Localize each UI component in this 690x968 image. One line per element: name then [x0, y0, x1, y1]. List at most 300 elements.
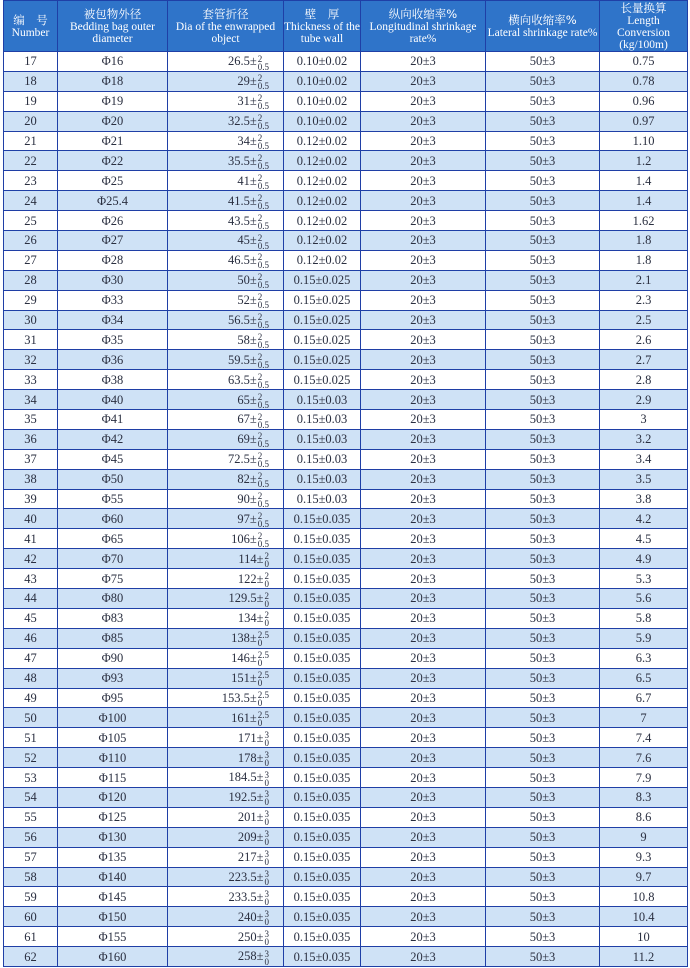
- tolerance-upper: 2.5: [257, 670, 269, 681]
- table-row: [4, 688, 688, 708]
- dia-value: 161±: [231, 710, 257, 725]
- cell-dia-enwrapped: [168, 947, 284, 967]
- tolerance-lower: 0: [257, 698, 263, 708]
- tolerance-lower: 0: [264, 936, 269, 947]
- table-row: [4, 867, 688, 887]
- cell-longitudinal: 20±3: [361, 111, 486, 131]
- table-row: [4, 429, 688, 449]
- cell-thickness: 0.15±0.035: [284, 648, 361, 668]
- cell-number: 55: [4, 807, 58, 827]
- cell-length-conversion: 5.8: [600, 608, 688, 628]
- dia-tolerance: [258, 691, 269, 707]
- dia-value: 151±: [231, 670, 257, 685]
- dia-value: 41±: [237, 173, 257, 188]
- header-number-zh: 编 号: [13, 13, 48, 27]
- table-row: [4, 748, 688, 768]
- table-row: [4, 370, 688, 390]
- cell-outer-diameter: Φ55: [58, 489, 168, 509]
- dia-tolerance: [258, 512, 269, 528]
- cell-thickness: 0.15±0.035: [284, 509, 361, 529]
- dia-value: 184.5±: [228, 770, 264, 785]
- cell-lateral: 50±3: [486, 410, 600, 430]
- header-longitudinal-zh: 纵向收缩率%: [388, 7, 458, 21]
- tolerance-upper: 2: [257, 212, 263, 223]
- tolerance-upper: 2: [257, 391, 263, 402]
- cell-number: 43: [4, 569, 58, 589]
- tolerance-lower: 0.5: [257, 61, 269, 72]
- cell-lateral: 50±3: [486, 91, 600, 111]
- tolerance-lower: 0.5: [257, 260, 269, 271]
- tolerance-lower: 0.5: [257, 81, 269, 92]
- dia-tolerance: [258, 532, 269, 548]
- header-longitudinal-en: Longitudinal shrinkage rate%: [369, 21, 477, 45]
- cell-lateral: 50±3: [486, 211, 600, 231]
- dia-tolerance: [258, 413, 269, 429]
- tolerance-upper: 2: [257, 292, 263, 303]
- cell-thickness: 0.15±0.03: [284, 449, 361, 469]
- cell-lateral: 50±3: [486, 370, 600, 390]
- cell-length-conversion: 4.5: [600, 529, 688, 549]
- cell-lateral: 50±3: [486, 310, 600, 330]
- tolerance-upper: 2: [264, 570, 269, 581]
- header-row: [4, 1, 688, 52]
- tolerance-upper: 2: [257, 133, 263, 144]
- tolerance-upper: 2: [257, 451, 263, 462]
- cell-longitudinal: 20±3: [361, 171, 486, 191]
- cell-number: 44: [4, 589, 58, 609]
- table-row: [4, 469, 688, 489]
- table-row: [4, 171, 688, 191]
- cell-lateral: 50±3: [486, 569, 600, 589]
- cell-lateral: 50±3: [486, 847, 600, 867]
- dia-tolerance: [258, 651, 269, 667]
- dia-value: 63.5±: [228, 372, 257, 387]
- spec-table-container: [3, 0, 687, 967]
- table-row: [4, 390, 688, 410]
- cell-lateral: 50±3: [486, 151, 600, 171]
- cell-length-conversion: 2.1: [600, 270, 688, 290]
- cell-length-conversion: 3: [600, 410, 688, 430]
- header-longitudinal: [361, 1, 486, 52]
- dia-tolerance: [258, 492, 269, 508]
- cell-outer-diameter: Φ18: [58, 71, 168, 91]
- cell-length-conversion: 5.9: [600, 628, 688, 648]
- cell-longitudinal: 20±3: [361, 290, 486, 310]
- cell-dia-enwrapped: [168, 608, 284, 628]
- dia-tolerance: [265, 870, 270, 886]
- tolerance-upper: 2: [257, 431, 263, 442]
- cell-longitudinal: 20±3: [361, 807, 486, 827]
- tolerance-upper: 3: [264, 888, 269, 899]
- cell-dia-enwrapped: [168, 668, 284, 688]
- cell-longitudinal: 20±3: [361, 708, 486, 728]
- cell-length-conversion: 11.2: [600, 947, 688, 967]
- dia-value: 67±: [237, 412, 257, 427]
- dia-tolerance: [258, 373, 269, 389]
- cell-longitudinal: 20±3: [361, 350, 486, 370]
- cell-longitudinal: 20±3: [361, 330, 486, 350]
- table-row: [4, 549, 688, 569]
- cell-outer-diameter: Φ21: [58, 131, 168, 151]
- dia-tolerance: [265, 910, 270, 926]
- cell-number: 34: [4, 390, 58, 410]
- table-row: [4, 231, 688, 251]
- tolerance-upper: 2: [264, 550, 269, 561]
- dia-tolerance: [258, 234, 269, 250]
- cell-dia-enwrapped: [168, 847, 284, 867]
- tolerance-lower: 0: [264, 896, 269, 907]
- cell-longitudinal: 20±3: [361, 71, 486, 91]
- tolerance-upper: 2: [264, 610, 269, 621]
- cell-dia-enwrapped: [168, 807, 284, 827]
- cell-thickness: 0.15±0.035: [284, 608, 361, 628]
- cell-outer-diameter: Φ60: [58, 509, 168, 529]
- dia-value: 209±: [237, 830, 264, 845]
- cell-longitudinal: 20±3: [361, 151, 486, 171]
- cell-length-conversion: 2.8: [600, 370, 688, 390]
- tolerance-upper: 2: [257, 530, 263, 541]
- tolerance-upper: 2: [257, 371, 263, 382]
- cell-outer-diameter: Φ36: [58, 350, 168, 370]
- cell-outer-diameter: Φ80: [58, 589, 168, 609]
- cell-lateral: 50±3: [486, 509, 600, 529]
- cell-thickness: 0.10±0.02: [284, 71, 361, 91]
- table-row: [4, 907, 688, 927]
- tolerance-upper: 3: [264, 789, 269, 800]
- cell-outer-diameter: Φ26: [58, 211, 168, 231]
- tolerance-lower: 0.5: [257, 419, 269, 430]
- tolerance-upper: 2: [257, 272, 263, 283]
- dia-tolerance: [265, 830, 270, 846]
- cell-outer-diameter: Φ27: [58, 231, 168, 251]
- cell-thickness: 0.15±0.035: [284, 748, 361, 768]
- cell-outer-diameter: Φ25: [58, 171, 168, 191]
- tolerance-upper: 3: [264, 769, 269, 780]
- dia-tolerance: [258, 214, 269, 230]
- cell-thickness: 0.15±0.035: [284, 867, 361, 887]
- cell-outer-diameter: Φ95: [58, 688, 168, 708]
- cell-length-conversion: 9: [600, 827, 688, 847]
- cell-length-conversion: 10.8: [600, 887, 688, 907]
- cell-outer-diameter: Φ22: [58, 151, 168, 171]
- cell-thickness: 0.12±0.02: [284, 171, 361, 191]
- cell-thickness: 0.15±0.035: [284, 549, 361, 569]
- cell-length-conversion: 1.8: [600, 231, 688, 251]
- cell-outer-diameter: Φ93: [58, 668, 168, 688]
- dia-value: 146±: [231, 651, 257, 666]
- cell-longitudinal: 20±3: [361, 549, 486, 569]
- tolerance-lower: 0: [264, 837, 269, 848]
- cell-length-conversion: 2.7: [600, 350, 688, 370]
- cell-outer-diameter: Φ16: [58, 52, 168, 72]
- cell-thickness: 0.15±0.03: [284, 489, 361, 509]
- header-outer-diameter-zh: 被包物外径: [83, 7, 142, 21]
- tolerance-lower: 0: [264, 598, 269, 609]
- tolerance-upper: 2: [257, 152, 263, 163]
- cell-length-conversion: 4.9: [600, 549, 688, 569]
- cell-longitudinal: 20±3: [361, 52, 486, 72]
- dia-tolerance: [258, 253, 269, 269]
- header-length-conversion-en: Length Conversion (kg/100m): [616, 15, 671, 51]
- cell-number: 25: [4, 211, 58, 231]
- tolerance-lower: 0.5: [257, 459, 269, 470]
- dia-tolerance: [258, 74, 269, 90]
- cell-number: 35: [4, 410, 58, 430]
- dia-value: 114±: [238, 551, 264, 566]
- tolerance-lower: 0.5: [257, 240, 269, 251]
- cell-outer-diameter: Φ20: [58, 111, 168, 131]
- table-row: [4, 91, 688, 111]
- table-row: [4, 290, 688, 310]
- cell-longitudinal: 20±3: [361, 489, 486, 509]
- header-dia-enwrapped-en: Dia of the enwrapped object: [175, 21, 276, 45]
- cell-number: 41: [4, 529, 58, 549]
- cell-length-conversion: 3.5: [600, 469, 688, 489]
- cell-longitudinal: 20±3: [361, 310, 486, 330]
- cell-outer-diameter: Φ100: [58, 708, 168, 728]
- table-row: [4, 350, 688, 370]
- tolerance-lower: 0.5: [257, 141, 269, 152]
- table-row: [4, 768, 688, 788]
- cell-thickness: 0.15±0.035: [284, 728, 361, 748]
- cell-longitudinal: 20±3: [361, 887, 486, 907]
- cell-outer-diameter: Φ19: [58, 91, 168, 111]
- cell-dia-enwrapped: [168, 728, 284, 748]
- cell-length-conversion: 2.3: [600, 290, 688, 310]
- cell-dia-enwrapped: [168, 907, 284, 927]
- table-row: [4, 71, 688, 91]
- header-length-conversion-zh: 长量换算: [620, 1, 667, 15]
- cell-outer-diameter: Φ41: [58, 410, 168, 430]
- cell-lateral: 50±3: [486, 708, 600, 728]
- table-row: [4, 569, 688, 589]
- cell-number: 42: [4, 549, 58, 569]
- tolerance-lower: 0.5: [257, 479, 269, 490]
- cell-outer-diameter: Φ50: [58, 469, 168, 489]
- dia-tolerance: [258, 94, 269, 110]
- dia-tolerance: [258, 472, 269, 488]
- cell-thickness: 0.12±0.02: [284, 250, 361, 270]
- dia-tolerance: [265, 950, 270, 966]
- cell-longitudinal: 20±3: [361, 370, 486, 390]
- tolerance-lower: 0: [257, 678, 263, 689]
- cell-number: 18: [4, 71, 58, 91]
- dia-value: 171±: [237, 730, 264, 745]
- cell-lateral: 50±3: [486, 807, 600, 827]
- table-row: [4, 529, 688, 549]
- cell-dia-enwrapped: [168, 310, 284, 330]
- cell-thickness: 0.10±0.02: [284, 52, 361, 72]
- cell-number: 19: [4, 91, 58, 111]
- dia-tolerance: [265, 572, 270, 588]
- dia-tolerance: [258, 711, 269, 727]
- tolerance-upper: 2: [257, 93, 263, 104]
- cell-longitudinal: 20±3: [361, 91, 486, 111]
- cell-thickness: 0.15±0.035: [284, 887, 361, 907]
- cell-outer-diameter: Φ30: [58, 270, 168, 290]
- cell-number: 33: [4, 370, 58, 390]
- dia-tolerance: [258, 313, 269, 329]
- cell-thickness: 0.15±0.025: [284, 290, 361, 310]
- header-outer-diameter-en: Bedding bag outer diameter: [70, 21, 155, 45]
- cell-longitudinal: 20±3: [361, 270, 486, 290]
- tolerance-lower: 0: [257, 717, 263, 728]
- cell-thickness: 0.15±0.03: [284, 410, 361, 430]
- cell-number: 53: [4, 768, 58, 788]
- table-row: [4, 410, 688, 430]
- table-row: [4, 52, 688, 72]
- tolerance-upper: 3: [264, 908, 269, 919]
- cell-thickness: 0.15±0.035: [284, 927, 361, 947]
- cell-dia-enwrapped: [168, 151, 284, 171]
- dia-tolerance: [265, 810, 270, 826]
- dia-tolerance: [258, 194, 269, 210]
- cell-outer-diameter: Φ34: [58, 310, 168, 330]
- tolerance-lower: 0.5: [257, 300, 269, 311]
- cell-thickness: 0.15±0.035: [284, 708, 361, 728]
- dia-tolerance: [265, 850, 270, 866]
- cell-lateral: 50±3: [486, 947, 600, 967]
- cell-lateral: 50±3: [486, 330, 600, 350]
- tolerance-lower: 0: [264, 757, 269, 768]
- dia-value: 192.5±: [228, 790, 264, 805]
- dia-value: 106±: [231, 531, 257, 546]
- cell-length-conversion: 3.8: [600, 489, 688, 509]
- header-thickness-zh: 壁 厚: [304, 7, 340, 21]
- table-row: [4, 131, 688, 151]
- dia-value: 50±: [237, 273, 257, 288]
- cell-dia-enwrapped: [168, 270, 284, 290]
- cell-number: 54: [4, 787, 58, 807]
- cell-length-conversion: 0.96: [600, 91, 688, 111]
- cell-length-conversion: 2.9: [600, 390, 688, 410]
- tolerance-lower: 0: [264, 817, 269, 828]
- cell-thickness: 0.15±0.025: [284, 350, 361, 370]
- cell-number: 60: [4, 907, 58, 927]
- table-row: [4, 807, 688, 827]
- tolerance-upper: 2: [257, 232, 263, 243]
- dia-tolerance: [258, 174, 269, 190]
- cell-outer-diameter: Φ125: [58, 807, 168, 827]
- cell-dia-enwrapped: [168, 91, 284, 111]
- tolerance-upper: 2.5: [257, 650, 269, 661]
- cell-outer-diameter: Φ70: [58, 549, 168, 569]
- cell-dia-enwrapped: [168, 867, 284, 887]
- cell-outer-diameter: Φ45: [58, 449, 168, 469]
- dia-tolerance: [265, 930, 270, 946]
- tolerance-upper: 2: [257, 192, 263, 203]
- cell-outer-diameter: Φ85: [58, 628, 168, 648]
- cell-number: 17: [4, 52, 58, 72]
- table-row: [4, 827, 688, 847]
- dia-tolerance: [258, 452, 269, 468]
- cell-outer-diameter: Φ140: [58, 867, 168, 887]
- cell-lateral: 50±3: [486, 390, 600, 410]
- tolerance-lower: 0.5: [257, 280, 269, 291]
- dia-value: 134±: [237, 611, 264, 626]
- cell-thickness: 0.15±0.035: [284, 907, 361, 927]
- cell-lateral: 50±3: [486, 270, 600, 290]
- tolerance-upper: 3: [264, 829, 269, 840]
- dia-tolerance: [258, 671, 269, 687]
- cell-longitudinal: 20±3: [361, 867, 486, 887]
- cell-longitudinal: 20±3: [361, 131, 486, 151]
- cell-outer-diameter: Φ130: [58, 827, 168, 847]
- cell-longitudinal: 20±3: [361, 211, 486, 231]
- cell-longitudinal: 20±3: [361, 191, 486, 211]
- cell-dia-enwrapped: [168, 927, 284, 947]
- cell-dia-enwrapped: [168, 211, 284, 231]
- cell-thickness: 0.15±0.035: [284, 768, 361, 788]
- cell-length-conversion: 2.5: [600, 310, 688, 330]
- header-dia-enwrapped: [168, 1, 284, 52]
- table-row: [4, 648, 688, 668]
- tolerance-lower: 0: [257, 638, 263, 649]
- cell-number: 52: [4, 748, 58, 768]
- cell-length-conversion: 6.5: [600, 668, 688, 688]
- cell-length-conversion: 7.6: [600, 748, 688, 768]
- dia-value: 233.5±: [228, 889, 264, 904]
- tolerance-lower: 0: [264, 618, 269, 629]
- dia-value: 201±: [237, 810, 264, 825]
- dia-value: 26.5±: [228, 54, 257, 69]
- cell-length-conversion: 1.8: [600, 250, 688, 270]
- dia-tolerance: [258, 154, 269, 170]
- dia-value: 58±: [237, 332, 257, 347]
- cell-length-conversion: 3.4: [600, 449, 688, 469]
- tolerance-lower: 0.5: [257, 379, 269, 390]
- cell-length-conversion: 10.4: [600, 907, 688, 927]
- cell-number: 27: [4, 250, 58, 270]
- dia-value: 250±: [237, 929, 264, 944]
- cell-longitudinal: 20±3: [361, 787, 486, 807]
- cell-number: 24: [4, 191, 58, 211]
- dia-tolerance: [265, 771, 270, 787]
- cell-lateral: 50±3: [486, 231, 600, 251]
- tolerance-lower: 0: [264, 578, 269, 589]
- cell-dia-enwrapped: [168, 429, 284, 449]
- header-thickness: [284, 1, 361, 52]
- cell-lateral: 50±3: [486, 887, 600, 907]
- cell-length-conversion: 1.10: [600, 131, 688, 151]
- cell-number: 49: [4, 688, 58, 708]
- cell-thickness: 0.15±0.025: [284, 370, 361, 390]
- tolerance-lower: 0.5: [257, 160, 269, 171]
- cell-thickness: 0.15±0.035: [284, 847, 361, 867]
- dia-value: 35.5±: [228, 153, 257, 168]
- cell-length-conversion: 1.4: [600, 191, 688, 211]
- tolerance-lower: 0.5: [257, 538, 269, 549]
- dia-tolerance: [258, 273, 269, 289]
- table-row: [4, 608, 688, 628]
- cell-lateral: 50±3: [486, 191, 600, 211]
- table-row: [4, 947, 688, 967]
- table-row: [4, 708, 688, 728]
- cell-number: 30: [4, 310, 58, 330]
- cell-outer-diameter: Φ160: [58, 947, 168, 967]
- cell-lateral: 50±3: [486, 290, 600, 310]
- spec-table: [3, 0, 688, 967]
- cell-longitudinal: 20±3: [361, 768, 486, 788]
- cell-lateral: 50±3: [486, 867, 600, 887]
- cell-dia-enwrapped: [168, 131, 284, 151]
- dia-value: 97±: [237, 511, 257, 526]
- cell-thickness: 0.15±0.035: [284, 807, 361, 827]
- dia-value: 90±: [237, 491, 257, 506]
- cell-number: 62: [4, 947, 58, 967]
- cell-number: 59: [4, 887, 58, 907]
- cell-lateral: 50±3: [486, 668, 600, 688]
